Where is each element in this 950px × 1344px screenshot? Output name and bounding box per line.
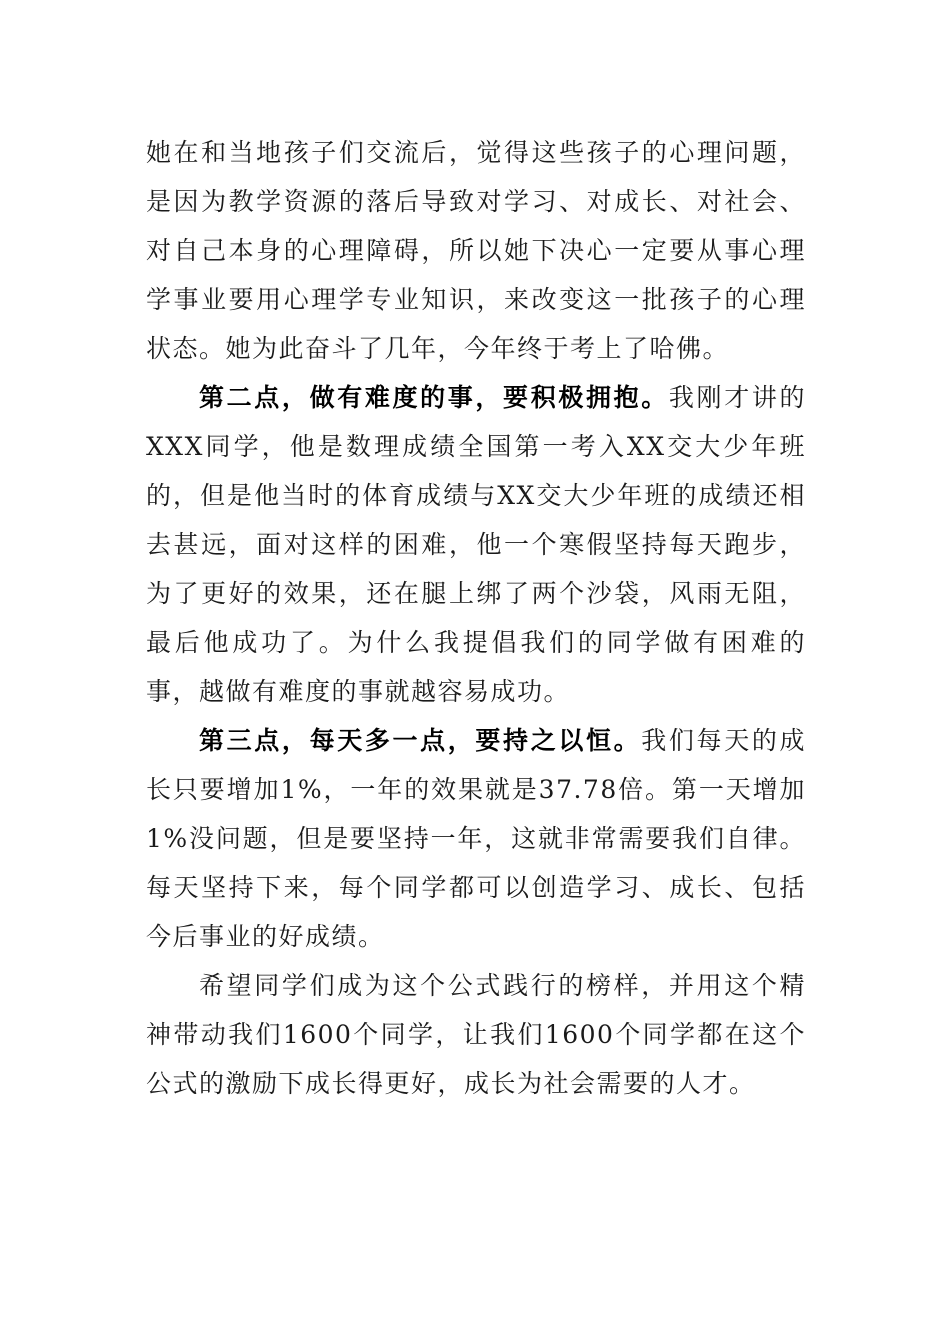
paragraph-1-text: 她在和当地孩子们交流后，觉得这些孩子的心理问题，是因为教学资源的落后导致对学习、对成长、对社会、对自己本身的心理障碍，所以她下决心一定要从事心理学事业要用心理学专业知识，来改变这一批孩子的心理状态。她为此奋斗了几年，今年终于考上了哈佛。 [146, 138, 806, 363]
document-body [146, 128, 806, 1108]
paragraph-2 [146, 373, 806, 716]
paragraph-3-text: 我们每天的成长只要增加1%，一年的效果就是37.78倍。第一天增加1%没问题，但是要坚持一年，这就非常需要我们自律。每天坚持下来，每个同学都可以创造学习、成长、包括今后事业的好成绩。 [146, 726, 806, 951]
paragraph-4-text: 希望同学们成为这个公式践行的榜样，并用这个精神带动我们1600个同学，让我们1600个同学都在这个公式的激励下成长得更好，成长为社会需要的人才。 [146, 971, 806, 1098]
paragraph-3-heading: 第三点，每天多一点，要持之以恒。 [199, 726, 642, 755]
paragraph-2-text: 我刚才讲的XXX同学，他是数理成绩全国第一考入XX交大少年班的，但是他当时的体育成绩与XX交大少年班的成绩还相去甚远，面对这样的困难，他一个寒假坚持每天跑步，为了更好的效果，还在腿上绑了两个沙袋，风雨无阻，最后他成功了。为什么我提倡我们的同学做有困难的事，越做有难度的事就越容易成功。 [146, 383, 806, 706]
paragraph-3 [146, 716, 806, 961]
paragraph-1 [146, 128, 806, 373]
paragraph-4 [146, 961, 806, 1108]
paragraph-2-heading: 第二点，做有难度的事，要积极拥抱。 [199, 383, 669, 412]
